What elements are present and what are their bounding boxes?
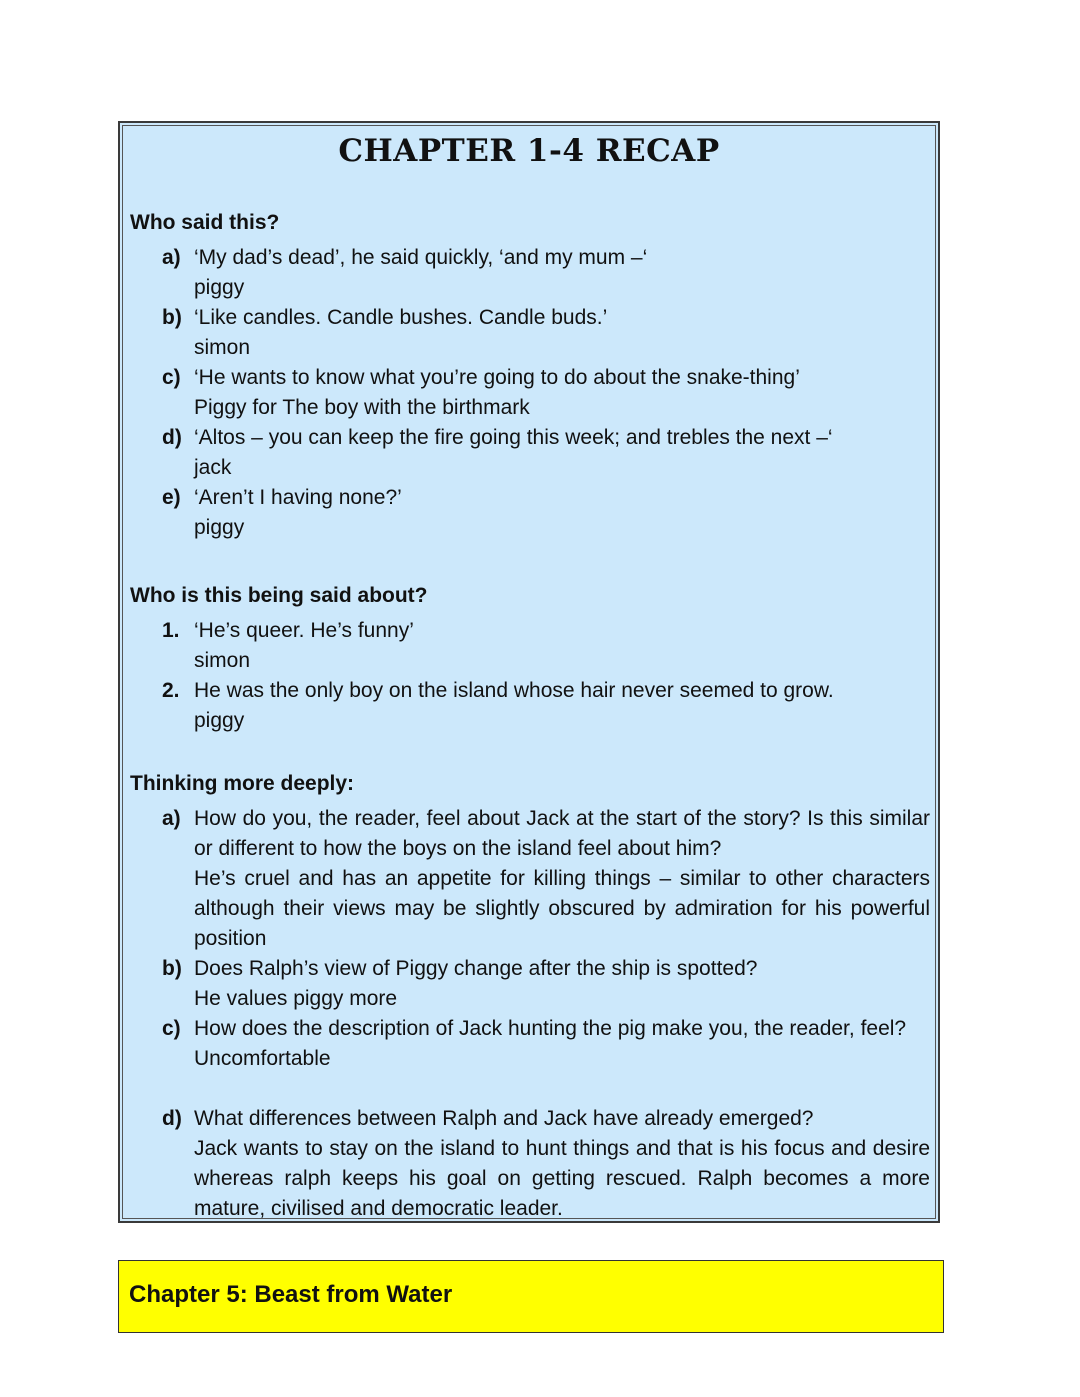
item-marker: a): [162, 807, 181, 830]
item-marker: b): [162, 306, 182, 329]
quote-text: ‘Altos – you can keep the fire going this week; and trebles the next –‘: [194, 426, 833, 449]
item-marker: c): [162, 366, 181, 389]
answer-text: piggy: [194, 516, 245, 539]
answer-text: He’s cruel and has an appetite for killing things – similar to other characters although their views may be slightly obscured by admiration for his powerful position: [194, 867, 930, 950]
answer-text: Uncomfortable: [194, 1047, 331, 1070]
answer-text: simon: [194, 649, 251, 672]
item-marker: 2.: [162, 679, 180, 702]
list-item: [162, 243, 930, 303]
quote-text: ‘Aren’t I having none?’: [194, 486, 402, 509]
item-marker: 1.: [162, 619, 180, 642]
item-marker: a): [162, 246, 181, 269]
thinking-heading: Thinking more deeply:: [130, 772, 355, 795]
answer-text: Piggy for The boy with the birthmark: [194, 396, 530, 419]
page-title: CHAPTER 1-4 RECAP: [338, 133, 720, 169]
item-marker: c): [162, 1017, 181, 1040]
chapter-5-banner: [118, 1260, 944, 1333]
list-item: [162, 1104, 930, 1224]
question-text: How do you, the reader, feel about Jack at the start of the story? Is this similar or different to how the boys on the island feel about him?: [194, 807, 930, 860]
list-item: [162, 483, 930, 543]
quote-text: ‘Like candles. Candle bushes. Candle buds.’: [194, 306, 608, 329]
chapter-5-title: Chapter 5: Beast from Water: [129, 1281, 453, 1308]
list-item: [162, 616, 930, 676]
answer-text: jack: [194, 456, 232, 479]
recap-box: [118, 121, 940, 1223]
question-text: How does the description of Jack hunting the pig make you, the reader, feel?: [194, 1017, 907, 1040]
item-marker: d): [162, 1107, 182, 1130]
answer-text: simon: [194, 336, 251, 359]
list-item: [162, 954, 930, 1014]
list-item: [162, 676, 930, 736]
list-item: [162, 363, 930, 423]
answer-text: He values piggy more: [194, 987, 398, 1010]
question-text: What differences between Ralph and Jack have already emerged?: [194, 1107, 814, 1130]
list-item: [162, 804, 930, 954]
said-about-heading: Who is this being said about?: [130, 584, 428, 607]
quote-text: ‘He’s queer. He’s funny’: [194, 619, 414, 642]
item-marker: e): [162, 486, 181, 509]
quote-text: ‘My dad’s dead’, he said quickly, ‘and my mum –‘: [194, 246, 648, 269]
item-marker: b): [162, 957, 182, 980]
answer-text: Jack wants to stay on the island to hunt things and that is his focus and desire whereas ralph keeps his goal on getting rescued. Ralph becomes a more mature, civilised and democratic leader.: [194, 1137, 930, 1220]
list-item: [162, 423, 930, 483]
question-text: Does Ralph’s view of Piggy change after the ship is spotted?: [194, 957, 758, 980]
list-item: [162, 1014, 930, 1074]
list-item: [162, 303, 930, 363]
answer-text: piggy: [194, 709, 245, 732]
quote-text: He was the only boy on the island whose hair never seemed to grow.: [194, 679, 834, 702]
quote-text: ‘He wants to know what you’re going to do about the snake-thing’: [194, 366, 800, 389]
item-marker: d): [162, 426, 182, 449]
answer-text: piggy: [194, 276, 245, 299]
who-said-heading: Who said this?: [130, 211, 280, 234]
